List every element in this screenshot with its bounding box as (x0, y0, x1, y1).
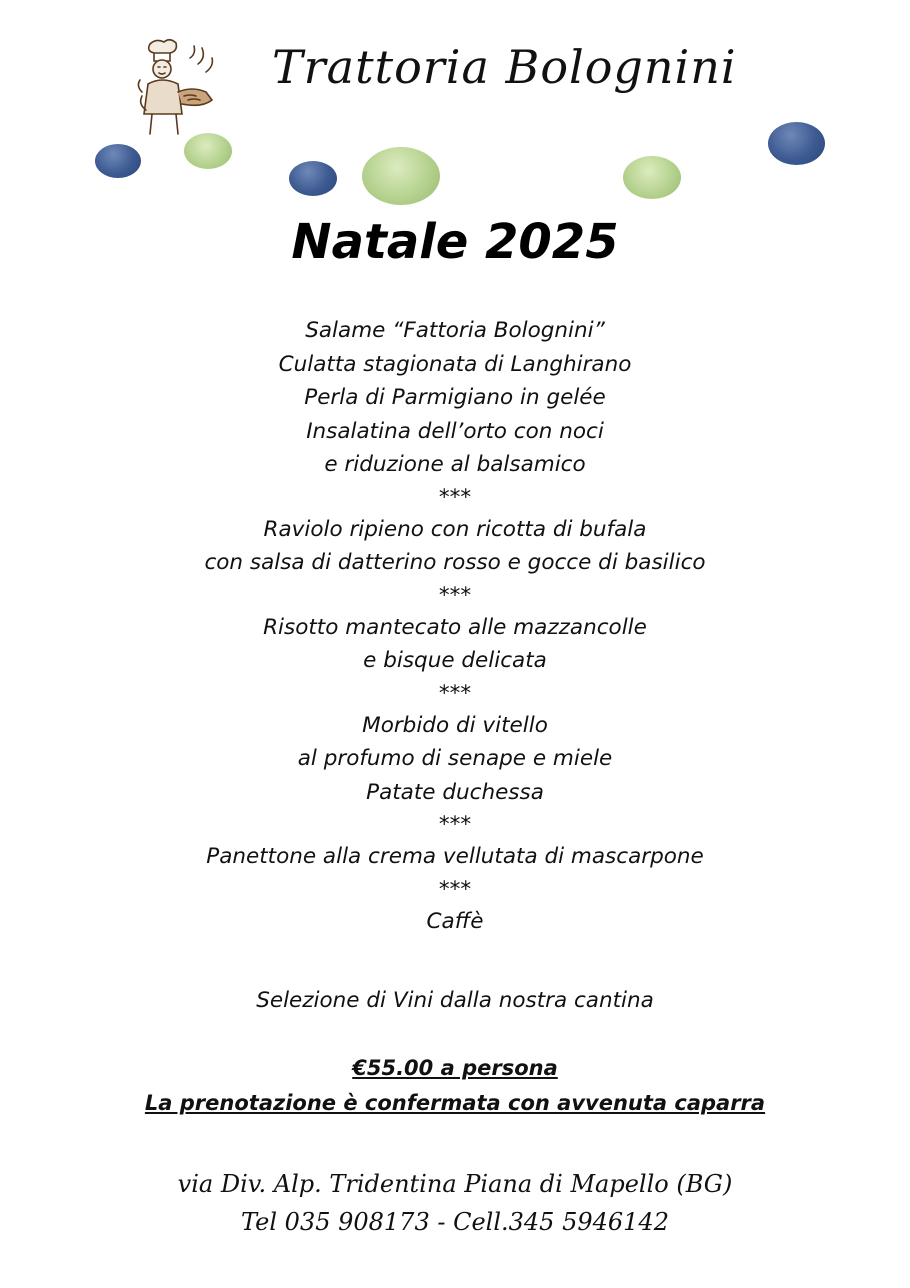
page-title: Natale 2025 (291, 214, 619, 270)
course-separator: *** (438, 812, 472, 837)
decorative-blue-dot (289, 161, 337, 196)
menu-item: Caffè (426, 908, 484, 934)
decorative-green-dot (184, 133, 232, 169)
phone-contacts: Tel 035 908173 - Cell.345 5946142 (241, 1208, 669, 1236)
course-separator: *** (438, 484, 472, 510)
price: €55.00 a persona (352, 1056, 558, 1080)
menu-item: Morbido di vitello (362, 712, 548, 738)
menu-item: Salame “Fattoria Bolognini” (305, 318, 605, 343)
menu-item: Risotto mantecato alle mazzancolle (263, 614, 647, 640)
menu-item: e riduzione al balsamico (324, 452, 586, 477)
course-separator: *** (438, 680, 472, 706)
menu-item: Insalatina dell’orto con noci (306, 418, 604, 444)
menu-item: Raviolo ripieno con ricotta di bufala (263, 516, 647, 542)
menu-item: e bisque delicata (363, 648, 547, 673)
decorative-blue-dot (95, 144, 141, 178)
menu-item: Panettone alla crema vellutata di mascarpone (206, 844, 704, 869)
menu-list (0, 314, 910, 938)
booking-note: La prenotazione è confermata con avvenuta caparra (144, 1091, 766, 1115)
decorative-green-dot (623, 156, 681, 199)
menu-item: Perla di Parmigiano in gelée (304, 385, 606, 410)
menu-item: al profumo di senape e miele (297, 746, 613, 771)
menu-item: con salsa di datterino rosso e gocce di basilico (204, 550, 706, 575)
course-separator: *** (438, 582, 472, 608)
course-separator: *** (438, 876, 472, 902)
wine-selection: Selezione di Vini dalla nostra cantina (256, 988, 654, 1013)
restaurant-name: Trattoria Bolognini (272, 40, 737, 94)
menu-item: Culatta stagionata di Langhirano (278, 351, 632, 377)
decorative-blue-dot (768, 122, 825, 165)
chef-logo-icon (132, 36, 222, 138)
menu-item: Patate duchessa (366, 779, 544, 805)
decorative-green-dot (362, 147, 440, 205)
address: via Div. Alp. Tridentina Piana di Mapello (BG) (177, 1170, 733, 1198)
